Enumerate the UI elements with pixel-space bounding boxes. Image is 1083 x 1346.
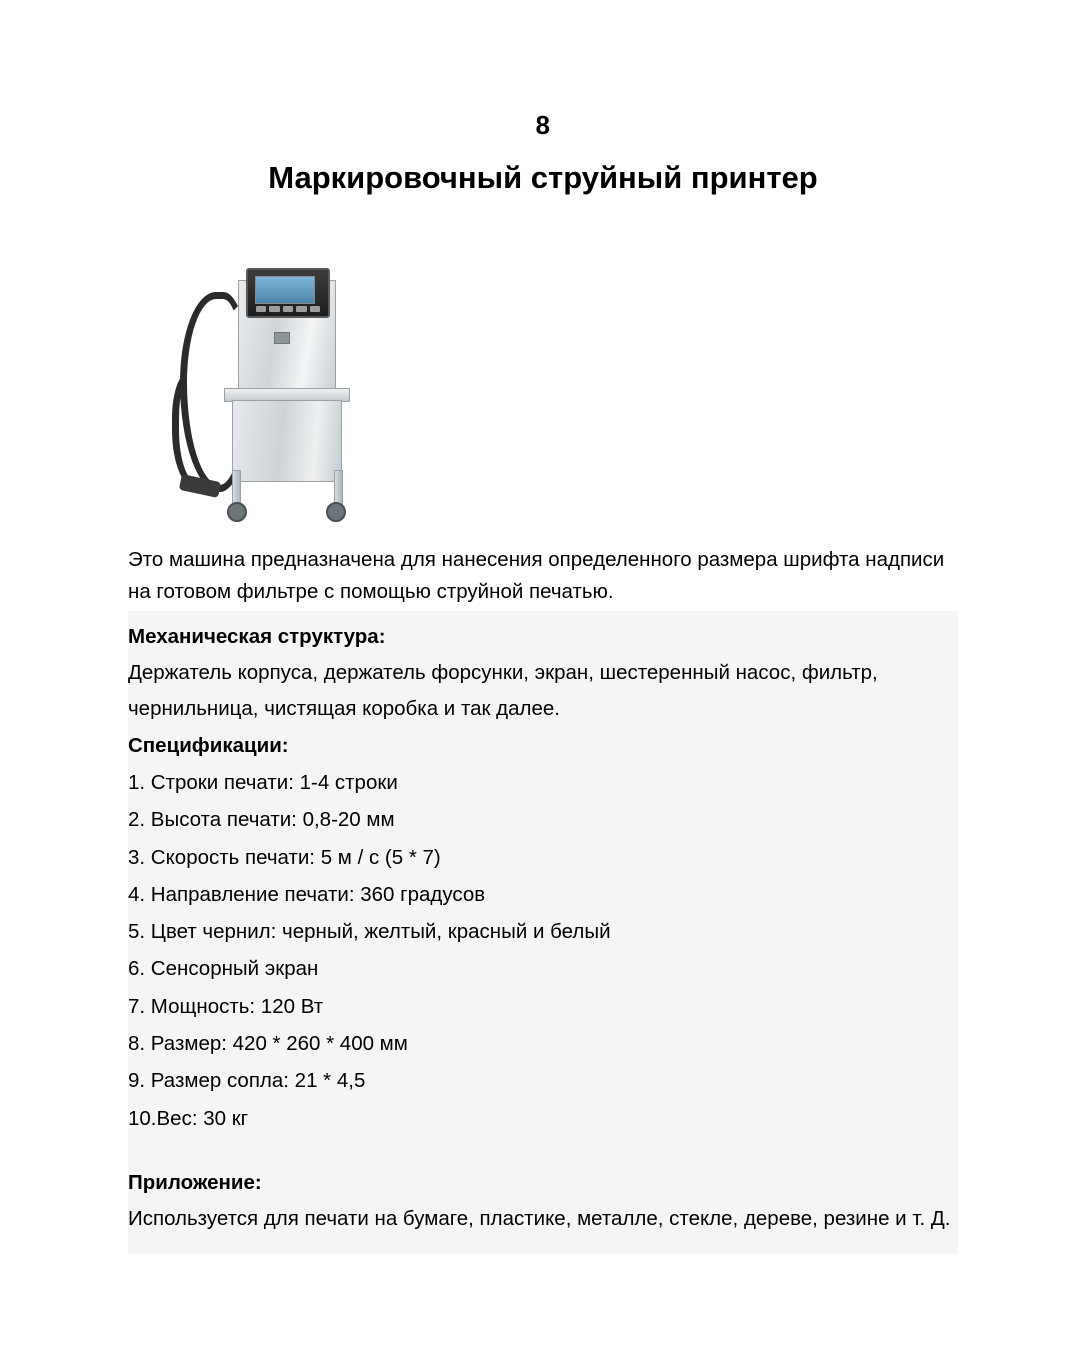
list-item: 7. Мощность: 120 Вт bbox=[128, 994, 324, 1018]
cart-wheel-right bbox=[326, 502, 346, 522]
page-title: Маркировочный струйный принтер bbox=[268, 160, 818, 196]
screen-button bbox=[269, 306, 279, 312]
cart-wheel-left bbox=[227, 502, 247, 522]
specifications-list bbox=[128, 764, 958, 1137]
list-item: 2. Высота печати: 0,8-20 мм bbox=[128, 808, 395, 832]
section-heading-mechanical-structure: Механическая структура: bbox=[128, 625, 386, 649]
intro-paragraph: Это машина предназначена для нанесения определенного размера шрифта надписи на готовом фильтре с помощью струйной печатью. bbox=[128, 547, 945, 603]
list-item: 1. Строки печати: 1-4 строки bbox=[128, 770, 398, 794]
screen-button bbox=[310, 306, 320, 312]
printer-touchscreen bbox=[246, 268, 330, 318]
specifications-block bbox=[128, 611, 958, 1254]
cart-cabinet bbox=[232, 400, 342, 482]
section-text-application: Используется для печати на бумаге, пластике, металле, стекле, дереве, резине и т. Д. bbox=[128, 1206, 951, 1230]
list-item: 6. Сенсорный экран bbox=[128, 957, 319, 981]
screen-button bbox=[283, 306, 293, 312]
spacer bbox=[128, 1137, 958, 1163]
list-item: 4. Направление печати: 360 градусов bbox=[128, 882, 486, 906]
section-number: 8 bbox=[535, 110, 551, 140]
printer-panel-slot bbox=[274, 332, 290, 344]
section-heading-application: Приложение: bbox=[128, 1170, 262, 1194]
list-item: 10.Вес: 30 кг bbox=[128, 1106, 249, 1130]
list-item: 5. Цвет чернил: черный, желтый, красный и белый bbox=[128, 920, 611, 944]
screen-display bbox=[255, 276, 315, 304]
product-photo bbox=[128, 220, 378, 520]
list-item: 3. Скорость печати: 5 м / с (5 * 7) bbox=[128, 845, 441, 869]
list-item: 8. Размер: 420 * 260 * 400 мм bbox=[128, 1032, 408, 1056]
section-text-mechanical-structure: Держатель корпуса, держатель форсунки, экран, шестеренный насос, фильтр, чернильница, чистящая коробка и так далее. bbox=[128, 661, 878, 720]
screen-button bbox=[256, 306, 266, 312]
section-heading-specifications: Спецификации: bbox=[128, 733, 289, 757]
screen-button-row bbox=[256, 306, 320, 312]
document-content bbox=[128, 110, 958, 1254]
screen-button bbox=[296, 306, 306, 312]
list-item: 9. Размер сопла: 21 * 4,5 bbox=[128, 1069, 366, 1093]
